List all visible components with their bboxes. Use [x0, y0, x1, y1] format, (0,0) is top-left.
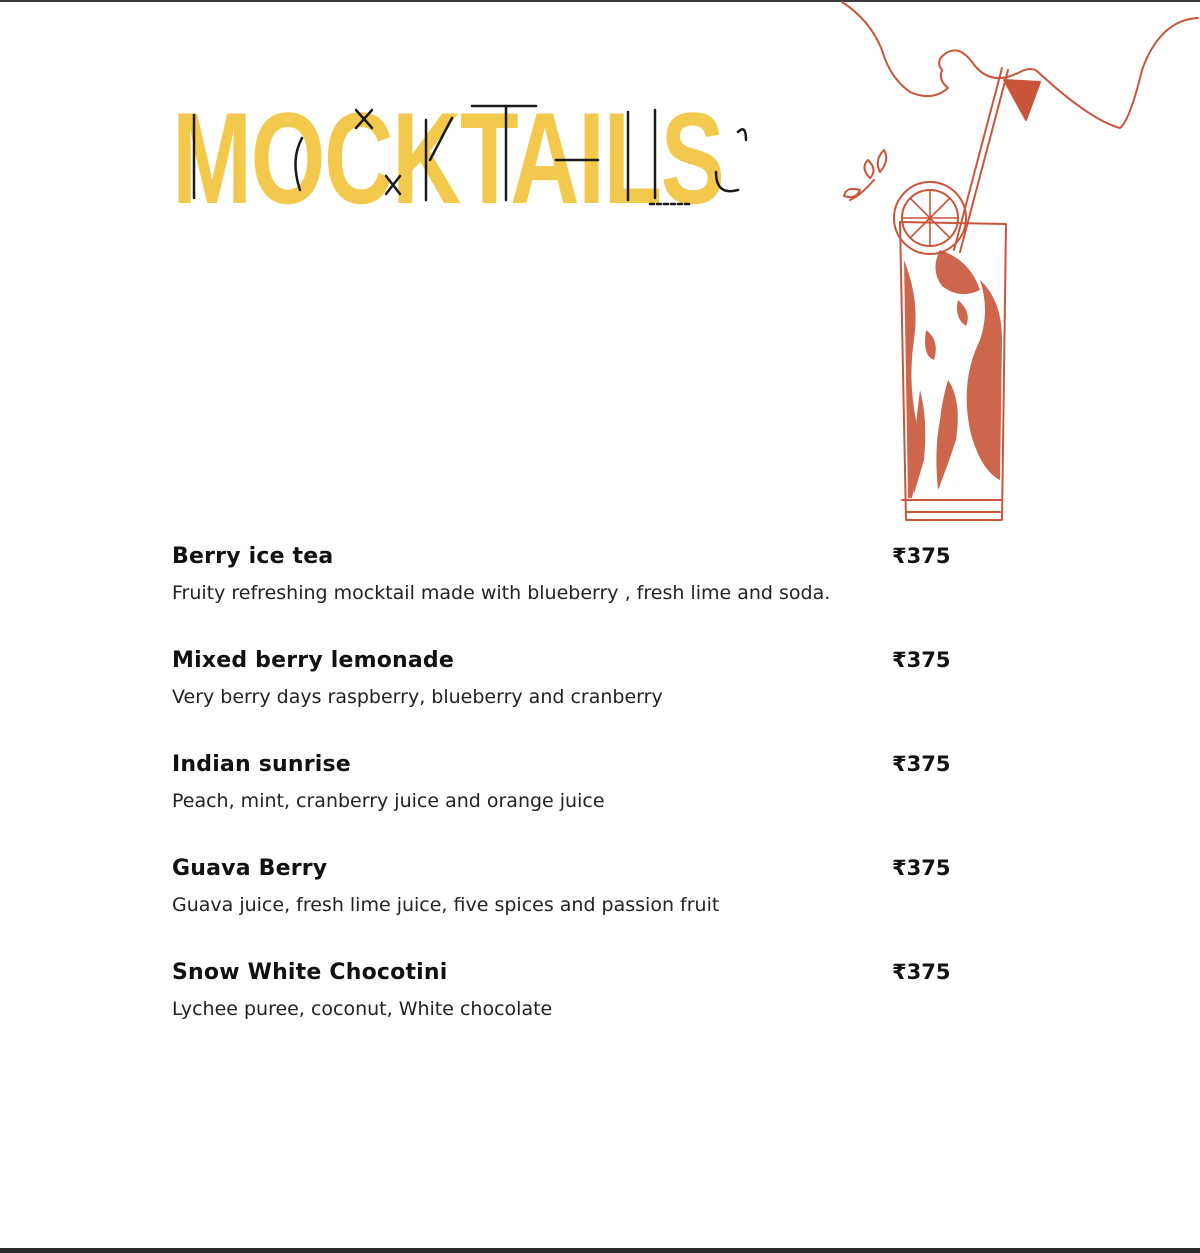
item-name: Mixed berry lemonade — [172, 648, 454, 673]
item-name: Guava Berry — [172, 856, 328, 881]
page-title: MOCKTAILS — [172, 85, 724, 231]
menu-item — [172, 748, 952, 852]
bottom-divider — [0, 1248, 1200, 1253]
item-name: Berry ice tea — [172, 544, 334, 569]
item-price: ₹375 — [892, 960, 951, 984]
item-description: Guava juice, fresh lime juice, five spices and passion fruit — [172, 894, 720, 916]
item-description: Fruity refreshing mocktail made with blueberry , fresh lime and soda. — [172, 582, 831, 604]
mocktail-glass-illustration — [830, 0, 1200, 540]
item-description: Lychee puree, coconut, White chocolate — [172, 998, 553, 1020]
menu-item — [172, 540, 952, 644]
menu-item — [172, 644, 952, 748]
item-price: ₹375 — [892, 856, 951, 880]
item-name: Snow White Chocotini — [172, 960, 448, 985]
item-description: Peach, mint, cranberry juice and orange juice — [172, 790, 605, 812]
item-price: ₹375 — [892, 648, 951, 672]
item-description: Very berry days raspberry, blueberry and cranberry — [172, 686, 663, 708]
menu-item — [172, 852, 952, 956]
item-name: Indian sunrise — [172, 752, 351, 777]
item-price: ₹375 — [892, 752, 951, 776]
menu-list — [172, 540, 952, 1060]
menu-item — [172, 956, 952, 1060]
item-price: ₹375 — [892, 544, 951, 568]
